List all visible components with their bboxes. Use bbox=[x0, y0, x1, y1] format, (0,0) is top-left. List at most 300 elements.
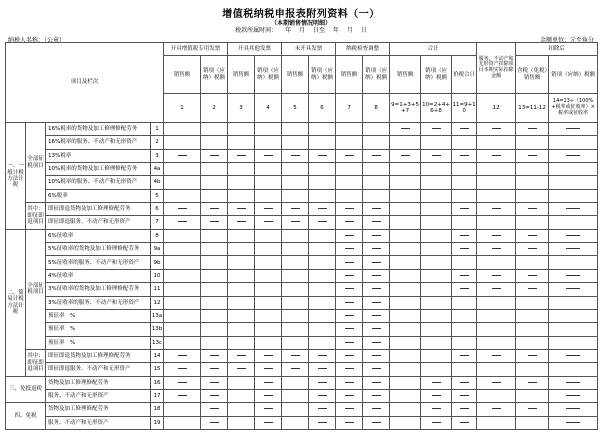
row-number: 3 bbox=[151, 149, 164, 162]
cell-input[interactable] bbox=[164, 256, 201, 269]
cell-input[interactable] bbox=[549, 336, 598, 349]
cell-input[interactable] bbox=[477, 309, 516, 322]
cell-input[interactable] bbox=[282, 256, 309, 269]
cell-input[interactable] bbox=[255, 309, 282, 322]
cell-input[interactable] bbox=[421, 349, 452, 362]
na-cell bbox=[201, 216, 228, 229]
na-cell bbox=[336, 389, 363, 402]
cell-input[interactable] bbox=[164, 403, 201, 416]
cell-input[interactable] bbox=[255, 136, 282, 149]
cell-input[interactable] bbox=[421, 203, 452, 216]
cell-input[interactable] bbox=[336, 136, 363, 149]
cell-input[interactable] bbox=[228, 243, 255, 256]
cell-input[interactable] bbox=[255, 123, 282, 136]
na-cell bbox=[336, 203, 363, 216]
cell-input[interactable] bbox=[228, 123, 255, 136]
cell-input[interactable] bbox=[549, 363, 598, 376]
col-number: 6 bbox=[309, 94, 336, 123]
cell-input[interactable] bbox=[282, 403, 309, 416]
cell-input[interactable] bbox=[477, 256, 516, 269]
cell-input[interactable] bbox=[309, 229, 336, 242]
col-number: 4 bbox=[255, 94, 282, 123]
col-number: 3 bbox=[228, 94, 255, 123]
cell-input[interactable] bbox=[309, 163, 336, 176]
na-cell bbox=[201, 416, 228, 429]
na-cell bbox=[336, 243, 363, 256]
cell-input[interactable] bbox=[164, 323, 201, 336]
na-cell bbox=[164, 203, 201, 216]
group-total: 合计 bbox=[390, 43, 477, 56]
cell-input[interactable] bbox=[336, 163, 363, 176]
cell-input[interactable] bbox=[516, 416, 549, 429]
section-general-refund: 其中：即征即退项目 bbox=[26, 203, 46, 230]
na-cell bbox=[255, 389, 282, 402]
row-label: 货物及加工修理修配劳务 bbox=[46, 376, 151, 389]
na-cell bbox=[363, 416, 390, 429]
cell-input[interactable] bbox=[228, 416, 255, 429]
cell-input[interactable] bbox=[309, 323, 336, 336]
cell-input[interactable] bbox=[452, 256, 477, 269]
cell-input[interactable] bbox=[282, 189, 309, 202]
cell-input[interactable] bbox=[309, 136, 336, 149]
cell-input[interactable] bbox=[477, 216, 516, 229]
cell-input[interactable] bbox=[282, 309, 309, 322]
cell-input[interactable] bbox=[228, 323, 255, 336]
na-cell bbox=[363, 243, 390, 256]
cell-input[interactable] bbox=[255, 256, 282, 269]
cell-input[interactable] bbox=[201, 243, 228, 256]
cell-input[interactable] bbox=[309, 176, 336, 189]
row-number: 19 bbox=[151, 416, 164, 429]
row-number: 4a bbox=[151, 163, 164, 176]
na-cell bbox=[477, 149, 516, 162]
cell-input[interactable] bbox=[282, 269, 309, 282]
cell-input[interactable] bbox=[228, 163, 255, 176]
cell-input[interactable] bbox=[255, 243, 282, 256]
cell-input[interactable] bbox=[390, 283, 421, 296]
cell-input[interactable] bbox=[164, 296, 201, 309]
cell-input[interactable] bbox=[164, 309, 201, 322]
cell-input[interactable] bbox=[309, 243, 336, 256]
cell-input[interactable] bbox=[390, 376, 421, 389]
na-cell bbox=[228, 363, 255, 376]
cell-input[interactable] bbox=[309, 256, 336, 269]
cell-input[interactable] bbox=[421, 323, 452, 336]
na-cell bbox=[363, 283, 390, 296]
cell-input[interactable] bbox=[201, 283, 228, 296]
row-label: 预征率 % bbox=[46, 336, 151, 349]
cell-input[interactable] bbox=[336, 176, 363, 189]
na-cell bbox=[363, 403, 390, 416]
cell-input[interactable] bbox=[164, 269, 201, 282]
row-label: 即征即退服务、不动产和无形资产 bbox=[46, 363, 151, 376]
cell-input[interactable] bbox=[282, 323, 309, 336]
na-cell bbox=[363, 323, 390, 336]
cell-input[interactable] bbox=[477, 363, 516, 376]
na-cell bbox=[164, 389, 201, 402]
cell-input[interactable] bbox=[390, 296, 421, 309]
na-cell bbox=[363, 269, 390, 282]
cell-input[interactable] bbox=[390, 403, 421, 416]
cell-input[interactable] bbox=[164, 123, 201, 136]
cell-input[interactable] bbox=[201, 163, 228, 176]
cell-input[interactable] bbox=[336, 123, 363, 136]
cell-input[interactable] bbox=[201, 136, 228, 149]
cell-input[interactable] bbox=[421, 363, 452, 376]
row-number: 13b bbox=[151, 323, 164, 336]
cell-input[interactable] bbox=[228, 376, 255, 389]
na-cell bbox=[282, 349, 309, 362]
cell-input[interactable] bbox=[282, 376, 309, 389]
cell-input[interactable] bbox=[421, 163, 452, 176]
na-cell bbox=[228, 216, 255, 229]
cell-input[interactable] bbox=[516, 189, 549, 202]
row-number: 9b bbox=[151, 256, 164, 269]
na-cell bbox=[516, 376, 549, 389]
cell-input[interactable] bbox=[309, 283, 336, 296]
row-number: 4b bbox=[151, 176, 164, 189]
row-label: 16%税率的货物及加工修理修配劳务 bbox=[46, 123, 151, 136]
row-label: 服务、不动产和无形资产 bbox=[46, 389, 151, 402]
cell-input[interactable] bbox=[390, 256, 421, 269]
cell-input[interactable] bbox=[255, 176, 282, 189]
cell-input[interactable] bbox=[516, 363, 549, 376]
cell-input[interactable] bbox=[421, 189, 452, 202]
cell-input[interactable] bbox=[201, 229, 228, 242]
na-cell bbox=[452, 269, 477, 282]
cell-input[interactable] bbox=[452, 363, 477, 376]
row-label: 4%征收率 bbox=[46, 269, 151, 282]
cell-input[interactable] bbox=[201, 323, 228, 336]
cell-input[interactable] bbox=[282, 389, 309, 402]
na-cell bbox=[516, 269, 549, 282]
na-cell bbox=[452, 416, 477, 429]
cell-input[interactable] bbox=[282, 416, 309, 429]
na-cell bbox=[477, 349, 516, 362]
cell-input[interactable] bbox=[390, 163, 421, 176]
cell-input[interactable] bbox=[228, 229, 255, 242]
cell-input[interactable] bbox=[390, 336, 421, 349]
na-cell bbox=[363, 336, 390, 349]
cell-input[interactable] bbox=[421, 216, 452, 229]
row-number: 1 bbox=[151, 123, 164, 136]
cell-input[interactable] bbox=[421, 296, 452, 309]
na-cell bbox=[255, 403, 282, 416]
cell-input[interactable] bbox=[363, 163, 390, 176]
na-cell bbox=[421, 123, 452, 136]
na-cell bbox=[516, 123, 549, 136]
cell-input[interactable] bbox=[390, 243, 421, 256]
cell-input[interactable] bbox=[390, 136, 421, 149]
na-cell bbox=[336, 256, 363, 269]
cell-input[interactable] bbox=[516, 296, 549, 309]
cell-input[interactable] bbox=[390, 389, 421, 402]
section-simple-refund: 其中：即征即退项目 bbox=[26, 349, 46, 376]
cell-input[interactable] bbox=[390, 309, 421, 322]
cell-input[interactable] bbox=[282, 243, 309, 256]
na-cell bbox=[452, 389, 477, 402]
cell-input[interactable] bbox=[255, 336, 282, 349]
cell-input[interactable] bbox=[164, 416, 201, 429]
cell-input[interactable] bbox=[421, 243, 452, 256]
na-cell bbox=[516, 203, 549, 216]
cell-input[interactable] bbox=[255, 296, 282, 309]
cell-input[interactable] bbox=[390, 363, 421, 376]
cell-input[interactable] bbox=[282, 163, 309, 176]
cell-input[interactable] bbox=[516, 216, 549, 229]
cell-input[interactable] bbox=[549, 176, 598, 189]
cell-input[interactable] bbox=[164, 283, 201, 296]
cell-input[interactable] bbox=[164, 176, 201, 189]
na-cell bbox=[336, 283, 363, 296]
cell-input[interactable] bbox=[228, 296, 255, 309]
cell-input[interactable] bbox=[164, 189, 201, 202]
cell-input[interactable] bbox=[201, 309, 228, 322]
cell-input[interactable] bbox=[164, 136, 201, 149]
cell-input[interactable] bbox=[390, 229, 421, 242]
na-cell bbox=[255, 203, 282, 216]
col-number: 14=13÷（100%+税率或征收率）×税率或征收率 bbox=[549, 94, 598, 123]
cell-input[interactable] bbox=[201, 269, 228, 282]
period-year-to: 年 bbox=[332, 27, 339, 34]
cell-input[interactable] bbox=[228, 189, 255, 202]
amount-unit-label: 金额单位：元至角分 bbox=[539, 37, 594, 44]
row-label: 5%征收率的货物及加工修理修配劳务 bbox=[46, 243, 151, 256]
cell-input[interactable] bbox=[309, 296, 336, 309]
row-number: 6 bbox=[151, 203, 164, 216]
cell-input[interactable] bbox=[228, 176, 255, 189]
cell-input[interactable] bbox=[228, 256, 255, 269]
na-cell bbox=[336, 269, 363, 282]
sales-detail-table bbox=[5, 42, 598, 430]
cell-input[interactable] bbox=[516, 256, 549, 269]
row-label: 3%征收率的货物及加工修理修配劳务 bbox=[46, 283, 151, 296]
col-number: 12 bbox=[477, 94, 516, 123]
cell-input[interactable] bbox=[452, 216, 477, 229]
cell-input[interactable] bbox=[390, 176, 421, 189]
row-number: 10 bbox=[151, 269, 164, 282]
cell-input[interactable] bbox=[421, 309, 452, 322]
section-simple-method: 二、简易计税方法计税 bbox=[6, 229, 26, 376]
col-number: 7 bbox=[336, 94, 363, 123]
col-sales-3: 销售额 bbox=[228, 56, 255, 94]
cell-input[interactable] bbox=[282, 176, 309, 189]
na-cell bbox=[309, 376, 336, 389]
row-number: 5 bbox=[151, 189, 164, 202]
cell-input[interactable] bbox=[390, 349, 421, 362]
col-deduct-tax-14: 销项（应纳）税额 bbox=[549, 56, 598, 94]
na-cell bbox=[309, 389, 336, 402]
cell-input[interactable] bbox=[516, 389, 549, 402]
cell-input[interactable] bbox=[363, 136, 390, 149]
cell-input[interactable] bbox=[477, 176, 516, 189]
row-label: 5%征收率的服务、不动产和无形资产 bbox=[46, 256, 151, 269]
cell-input[interactable] bbox=[228, 389, 255, 402]
col-tax-2: 销项（应纳）税额 bbox=[201, 56, 228, 94]
cell-input[interactable] bbox=[549, 163, 598, 176]
cell-input[interactable] bbox=[390, 216, 421, 229]
cell-input[interactable] bbox=[516, 309, 549, 322]
cell-input[interactable] bbox=[421, 136, 452, 149]
cell-input[interactable] bbox=[164, 163, 201, 176]
cell-input[interactable] bbox=[390, 203, 421, 216]
cell-input[interactable] bbox=[452, 323, 477, 336]
col-total-tax-11: 价税合计 bbox=[452, 56, 477, 94]
cell-input[interactable] bbox=[363, 176, 390, 189]
na-cell bbox=[477, 283, 516, 296]
cell-input[interactable] bbox=[201, 176, 228, 189]
cell-input[interactable] bbox=[309, 189, 336, 202]
cell-input[interactable] bbox=[516, 163, 549, 176]
na-cell bbox=[255, 363, 282, 376]
cell-input[interactable] bbox=[452, 163, 477, 176]
cell-input[interactable] bbox=[516, 136, 549, 149]
cell-input[interactable] bbox=[390, 189, 421, 202]
section-general-method: 一、一般计税方法计税 bbox=[6, 123, 26, 230]
cell-input[interactable] bbox=[477, 389, 516, 402]
cell-input[interactable] bbox=[164, 336, 201, 349]
col-tax-6: 销项（应纳）税额 bbox=[309, 56, 336, 94]
period-month-to: 月 bbox=[346, 27, 353, 34]
period-day-from: 日至 bbox=[312, 27, 325, 34]
na-cell bbox=[549, 269, 598, 282]
na-cell bbox=[516, 149, 549, 162]
row-label: 13%税率 bbox=[46, 149, 151, 162]
cell-input[interactable] bbox=[255, 229, 282, 242]
cell-input[interactable] bbox=[421, 229, 452, 242]
cell-input[interactable] bbox=[201, 256, 228, 269]
na-cell bbox=[421, 149, 452, 162]
na-cell bbox=[336, 336, 363, 349]
cell-input[interactable] bbox=[477, 296, 516, 309]
cell-input[interactable] bbox=[477, 189, 516, 202]
cell-input[interactable] bbox=[421, 283, 452, 296]
row-label: 即征即退货物及加工修理修配劳务 bbox=[46, 203, 151, 216]
cell-input[interactable] bbox=[201, 123, 228, 136]
cell-input[interactable] bbox=[452, 189, 477, 202]
na-cell bbox=[201, 203, 228, 216]
cell-input[interactable] bbox=[164, 243, 201, 256]
cell-input[interactable] bbox=[516, 176, 549, 189]
cell-input[interactable] bbox=[309, 123, 336, 136]
na-cell bbox=[477, 269, 516, 282]
na-cell bbox=[549, 376, 598, 389]
cell-input[interactable] bbox=[228, 136, 255, 149]
cell-input[interactable] bbox=[549, 189, 598, 202]
cell-input[interactable] bbox=[228, 336, 255, 349]
cell-input[interactable] bbox=[282, 136, 309, 149]
cell-input[interactable] bbox=[228, 403, 255, 416]
cell-input[interactable] bbox=[549, 309, 598, 322]
cell-input[interactable] bbox=[390, 269, 421, 282]
cell-input[interactable] bbox=[452, 176, 477, 189]
cell-input[interactable] bbox=[390, 323, 421, 336]
cell-input[interactable] bbox=[452, 336, 477, 349]
cell-input[interactable] bbox=[201, 296, 228, 309]
row-label: 预征率 % bbox=[46, 309, 151, 322]
cell-input[interactable] bbox=[228, 283, 255, 296]
cell-input[interactable] bbox=[477, 336, 516, 349]
cell-input[interactable] bbox=[516, 336, 549, 349]
cell-input[interactable] bbox=[228, 269, 255, 282]
na-cell bbox=[363, 363, 390, 376]
cell-input[interactable] bbox=[164, 229, 201, 242]
cell-input[interactable] bbox=[477, 136, 516, 149]
cell-input[interactable] bbox=[452, 136, 477, 149]
cell-input[interactable] bbox=[309, 309, 336, 322]
cell-input[interactable] bbox=[282, 296, 309, 309]
cell-input[interactable] bbox=[516, 323, 549, 336]
na-cell bbox=[336, 376, 363, 389]
cell-input[interactable] bbox=[477, 416, 516, 429]
na-cell bbox=[477, 376, 516, 389]
cell-input[interactable] bbox=[390, 416, 421, 429]
cell-input[interactable] bbox=[201, 336, 228, 349]
cell-input[interactable] bbox=[477, 163, 516, 176]
cell-input[interactable] bbox=[363, 189, 390, 202]
cell-input[interactable] bbox=[255, 269, 282, 282]
cell-input[interactable] bbox=[255, 189, 282, 202]
row-number: 7 bbox=[151, 216, 164, 229]
na-cell bbox=[228, 203, 255, 216]
cell-input[interactable] bbox=[309, 336, 336, 349]
na-cell bbox=[309, 416, 336, 429]
period-year-from: 年 bbox=[285, 27, 292, 34]
cell-input[interactable] bbox=[452, 309, 477, 322]
cell-input[interactable] bbox=[421, 336, 452, 349]
cell-input[interactable] bbox=[421, 256, 452, 269]
cell-input[interactable] bbox=[421, 176, 452, 189]
cell-input[interactable] bbox=[228, 309, 255, 322]
cell-input[interactable] bbox=[549, 136, 598, 149]
cell-input[interactable] bbox=[282, 336, 309, 349]
cell-input[interactable] bbox=[282, 283, 309, 296]
na-cell bbox=[363, 309, 390, 322]
cell-input[interactable] bbox=[201, 189, 228, 202]
cell-input[interactable] bbox=[549, 296, 598, 309]
na-cell bbox=[549, 149, 598, 162]
cell-input[interactable] bbox=[477, 323, 516, 336]
cell-input[interactable] bbox=[363, 123, 390, 136]
cell-input[interactable] bbox=[282, 123, 309, 136]
na-cell bbox=[282, 203, 309, 216]
cell-input[interactable] bbox=[255, 323, 282, 336]
cell-input[interactable] bbox=[282, 229, 309, 242]
cell-input[interactable] bbox=[255, 283, 282, 296]
cell-input[interactable] bbox=[336, 189, 363, 202]
na-cell bbox=[549, 349, 598, 362]
row-number: 11 bbox=[151, 283, 164, 296]
cell-input[interactable] bbox=[421, 269, 452, 282]
na-cell bbox=[201, 376, 228, 389]
na-cell bbox=[477, 229, 516, 242]
cell-input[interactable] bbox=[452, 296, 477, 309]
na-cell bbox=[255, 216, 282, 229]
na-cell bbox=[363, 296, 390, 309]
na-cell bbox=[336, 403, 363, 416]
cell-input[interactable] bbox=[309, 269, 336, 282]
na-cell bbox=[452, 349, 477, 362]
cell-input[interactable] bbox=[549, 256, 598, 269]
cell-input[interactable] bbox=[549, 216, 598, 229]
cell-input[interactable] bbox=[549, 323, 598, 336]
cell-input[interactable] bbox=[255, 163, 282, 176]
na-cell bbox=[282, 216, 309, 229]
col-sales-9: 销售额 bbox=[390, 56, 421, 94]
group-vat-special-invoice: 开具增值税专用发票 bbox=[164, 43, 228, 56]
na-cell bbox=[336, 363, 363, 376]
na-cell bbox=[421, 376, 452, 389]
